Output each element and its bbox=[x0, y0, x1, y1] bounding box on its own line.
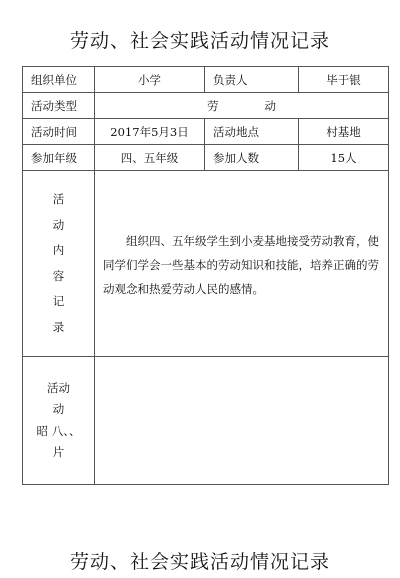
photo-label-line: 活动 bbox=[47, 380, 70, 395]
page-title: 劳动、社会实践活动情况记录 bbox=[69, 30, 330, 52]
content-label-char: 容 bbox=[52, 268, 65, 283]
photo-label-line: 片 bbox=[52, 445, 65, 459]
content-label bbox=[23, 171, 95, 357]
footer-title: 劳动、社会实践活动情况记录 bbox=[69, 551, 330, 573]
photo-label bbox=[23, 357, 95, 485]
table-row bbox=[23, 357, 389, 485]
photo-label-line: 昭 八、、 bbox=[36, 423, 81, 438]
content-label-char: 活 bbox=[52, 192, 65, 206]
table-row bbox=[23, 119, 389, 145]
time-label: 活动时间 bbox=[23, 119, 95, 145]
type-value bbox=[95, 93, 389, 119]
grade-label: 参加年级 bbox=[23, 145, 95, 171]
content-label-char: 内 bbox=[52, 243, 65, 257]
type-label: 活动类型 bbox=[23, 93, 95, 119]
count-value: 15人 bbox=[299, 145, 389, 171]
table-row bbox=[23, 171, 389, 357]
activity-record-table bbox=[22, 66, 389, 485]
table-row bbox=[23, 93, 389, 119]
content-label-char: 记 bbox=[52, 294, 65, 308]
count-label: 参加人数 bbox=[205, 145, 299, 171]
content-label-char: 录 bbox=[52, 319, 65, 334]
grade-value: 四、五年级 bbox=[95, 145, 205, 171]
leader-label: 负责人 bbox=[205, 67, 299, 93]
content-label-char: 动 bbox=[52, 217, 65, 232]
table-row bbox=[23, 145, 389, 171]
table-row bbox=[23, 67, 389, 93]
photo-area bbox=[95, 357, 389, 485]
content-text-cell bbox=[95, 171, 389, 357]
time-value: 2017年5月3日 bbox=[95, 119, 205, 145]
org-value: 小学 bbox=[95, 67, 205, 93]
content-text: 组织四、五年级学生到小麦基地接受劳动教育，使同学们学会一些基本的劳动知识和技能，培养正确的劳动观念和热爱劳动人民的感情。 bbox=[103, 234, 379, 296]
photo-label-line: 动 bbox=[52, 402, 65, 416]
leader-value: 毕于银 bbox=[299, 67, 389, 93]
type-value-text: 劳动 bbox=[207, 98, 322, 113]
place-label: 活动地点 bbox=[205, 119, 299, 145]
place-value: 村基地 bbox=[299, 119, 389, 145]
org-label: 组织单位 bbox=[23, 67, 95, 93]
